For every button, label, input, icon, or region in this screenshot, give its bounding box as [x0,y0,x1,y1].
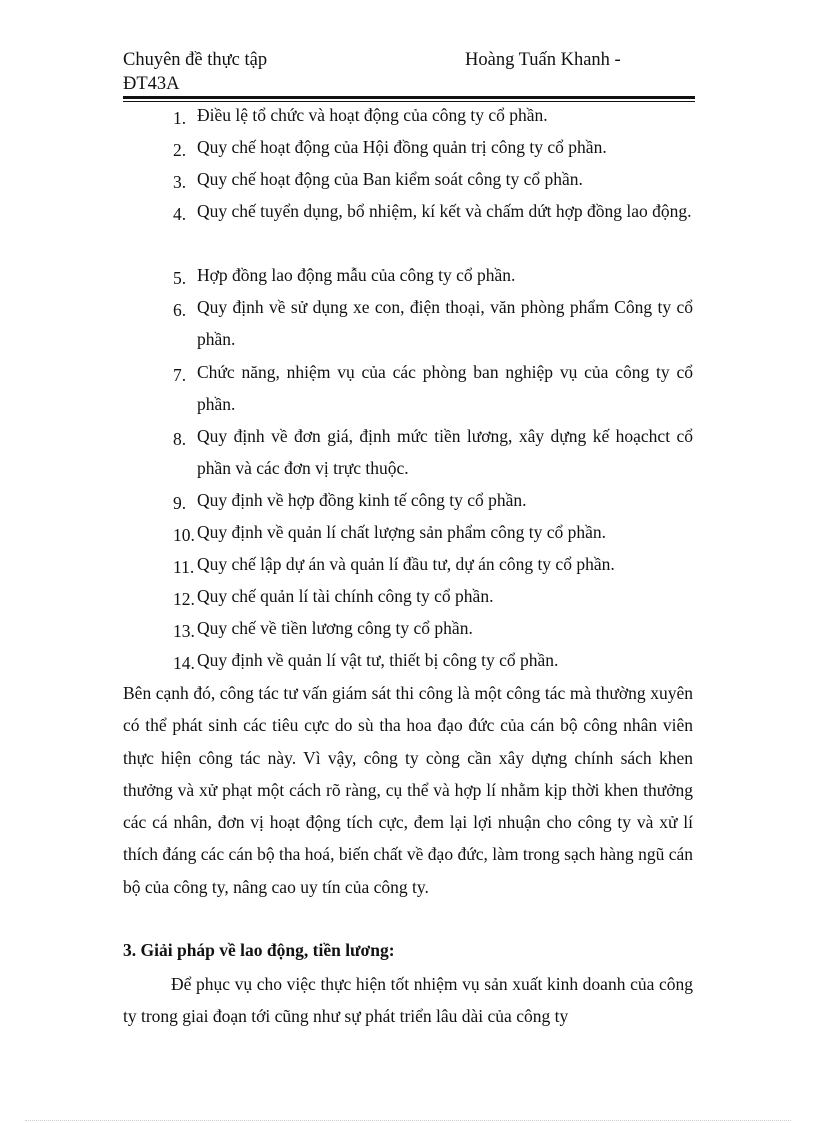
list-item-number: 14. [173,653,195,673]
list-item-number: 12. [173,589,195,609]
list-item-text: Quy chế lập dự án và quản lí đầu tư, dự án công ty cổ phần. [197,554,615,574]
list-item-number: 13. [173,621,195,641]
list-item-text: Quy định về hợp đồng kinh tế công ty cổ phần. [197,490,527,510]
list-item-text: Hợp đồng lao động mẫu của công ty cổ phần. [197,265,516,285]
header-class-code: ĐT43A [123,74,180,94]
list-item-number: 8. [173,429,187,449]
list-item-number: 2. [173,140,187,160]
list-item-number: 6. [173,300,187,320]
body-paragraph: Để phục vụ cho việc thực hiện tốt nhiệm vụ sản xuất kinh doanh của công ty trong giai đoạn tới cũng như sự phát triển lâu dài của công ty [123,974,693,1026]
list-item-text: Quy định về sử dụng xe con, điện thoại, văn phòng phẩm Công ty cổ phần. [197,297,693,349]
list-item-text: Quy định về quản lí vật tư, thiết bị công ty cổ phần. [197,650,559,670]
list-item-text: Quy chế hoạt động của Hội đồng quản trị công ty cổ phần. [197,137,607,157]
list-item-text: Điều lệ tổ chức và hoạt động của công ty cổ phần. [197,105,548,125]
header-author: Hoàng Tuấn Khanh - [465,50,621,70]
list-item-number: 1. [173,108,187,128]
list-item-number: 3. [173,172,187,192]
list-item-text: Quy chế hoạt động của Ban kiểm soát công ty cổ phần. [197,169,583,189]
page-bottom-border [25,1120,791,1121]
list-item-text: Quy chế tuyển dụng, bổ nhiệm, kí kết và chấm dứt hợp đồng lao động. [197,201,692,221]
body-paragraph: Bên cạnh đó, công tác tư vấn giám sát thi công là một công tác mà thường xuyên có thể phát sinh các tiêu cực do sù tha hoa đạo đức của cán bộ công nhân viên thực hiện công tác này. Vì vậy, công ty còng cần xây dựng chính sách khen thưởng và xử phạt một cách rõ ràng, cụ thể và hợp lí nhằm kịp thời khen thưởng các cá nhân, đơn vị hoạt động tích cực, đem lại lợi nhuận cho công ty và xử lí thích đáng các cán bộ tha hoá, biến chất về đạo đức, làm trong sạch hàng ngũ cán bộ của công ty, nâng cao uy tín của công ty. [123,683,693,897]
list-item-number: 10. [173,525,195,545]
list-item-number: 9. [173,493,187,513]
list-item-number: 11. [173,557,195,577]
list-item-text: Quy định về đơn giá, định mức tiền lương, xây dựng kế hoạchct cổ phần và các đơn vị trực thuộc. [197,426,693,478]
list-item-text: Quy định về quản lí chất lượng sản phẩm công ty cổ phần. [197,522,607,542]
list-item-number: 7. [173,365,187,385]
list-item-text: Quy chế về tiền lương công ty cổ phần. [197,618,473,638]
list-item-text: Chức năng, nhiệm vụ của các phòng ban nghiệp vụ của công ty cổ phần. [197,362,693,414]
list-item-number: 5. [173,268,187,288]
header-title: Chuyên đề thực tập [123,50,268,70]
section-heading: 3. Giải pháp về lao động, tiền lương: [123,940,395,960]
list-item-text: Quy chế quản lí tài chính công ty cổ phần. [197,586,494,606]
list-item-number: 4. [173,204,187,224]
